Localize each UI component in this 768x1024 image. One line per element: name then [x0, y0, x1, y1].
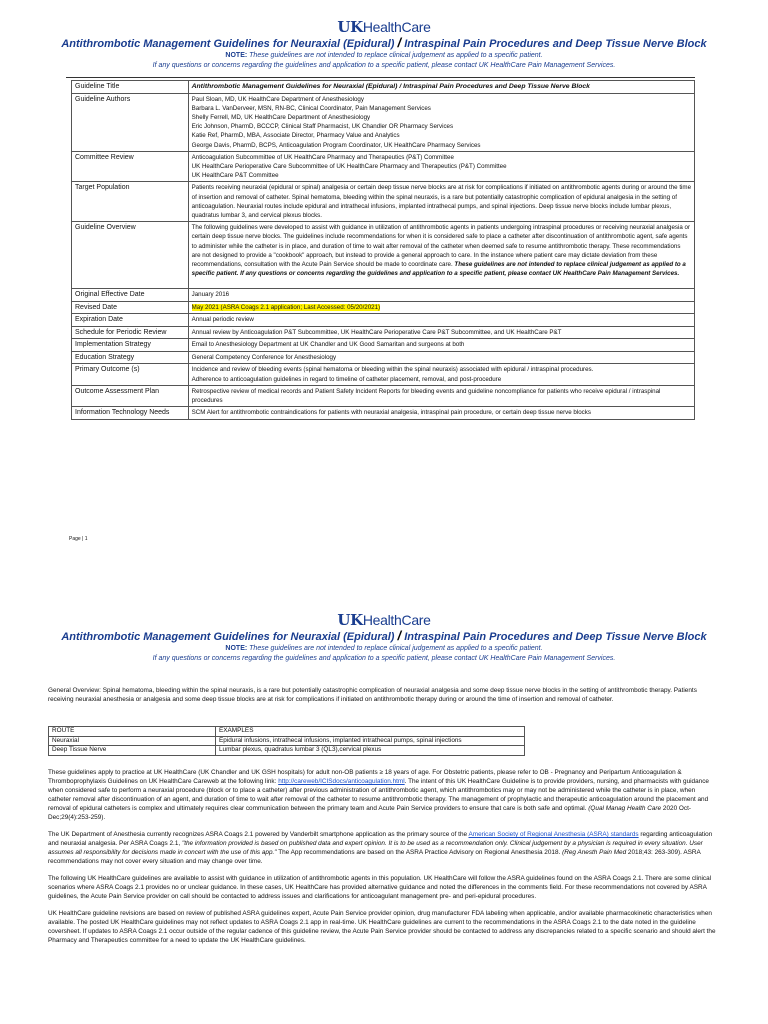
ukhealthcare-logo: UKHealthCare [337, 611, 431, 629]
guidance-paragraph: The following UK HealthCare guidelines are available to assist with guidance in utilization of antithrombotic agents in this population. UK HealthCare will follow the ASRA guidelines found on the ASRA Coags 2.1. There are some clinical scenarios where ASRA Coags 2.1 provides no or unclear guidance. In these cases, UK HealthCare has provided alternative guidance and noted the differences in the comments field. For these recommendations not covered by ASRA guidelines, the Acute Pain Service provider on call should be contacted to address issues and clarifications for anticoagulant management pre- and peri-epidural procedures. [48, 875, 712, 900]
guideline-info-table [71, 80, 695, 420]
row-label: Primary Outcome (s) [72, 364, 189, 385]
row-label: Guideline Authors [72, 93, 189, 151]
table-row [72, 301, 695, 314]
careweb-link[interactable]: http://careweb/ICISdocs/anticoagulation.html [278, 778, 405, 785]
row-value: Annual periodic review [188, 314, 694, 327]
row-label: Guideline Overview [72, 222, 189, 289]
row-label: Guideline Title [72, 81, 189, 94]
page-number: Page | 1 [69, 536, 88, 542]
route-cell: Deep Tissue Nerve [49, 746, 216, 756]
asra-standards-link[interactable]: American Society of Regional Anesthesia (ASRA) standards [468, 831, 639, 838]
table-row [72, 93, 695, 151]
table-row [72, 407, 695, 420]
row-value: Incidence and review of bleeding events (spinal hematoma or bleeding within the spinal neuraxis) associated with epidural / intraspinal procedures. Adherence to anticoagulation guidelines in regard to timeline of catheter placement, removal, and post-procedure [188, 364, 694, 385]
asra-paragraph: The UK Department of Anesthesia currently recognizes ASRA Coags 2.1 powered by Vanderbilt smartphone application as the primary source of the American Society of Regional Anesthesia (ASRA) standards regarding anticoagulation and neuraxial analgesia. Per ASRA Coags 2.1, "the information provided is based on published data and expert opinion. It is to be used as a recommendation only. Clinical judgement by a physician is required in every situation. User assumes all responsibility for decisions made in concert with the use of this app." The App recommendations are based on the ASRA Practice Advisory on Regional Anesthesia 2018. (Reg Anesth Pain Med 2018;43: 263-309). ASRA recommendations may not cover every situation and may change over time. [48, 831, 713, 865]
table-row [72, 81, 695, 94]
author: Barbara L. VanDerveer, MSN, RN-BC, Clinical Coordinator, Pain Management Services [191, 104, 431, 112]
table-row [49, 746, 525, 756]
table-row [49, 736, 525, 746]
authors-list [188, 93, 694, 151]
table-row [72, 289, 695, 302]
scope-paragraph: These guidelines apply to practice at UK HealthCare (UK Chandler and UK GSH hospitals) for adult non-OB patients ≥ 18 years of age. For Obstetric patients, please refer to OB - Pregnancy and Peripartum Anticoagulation & Thromboprophylaxis Guidelines on UK HealthCare Careweb at the following link: http://careweb/ICISdocs/anticoagulation.html. The intent of this UK HealthCare Guideline is to provide providers, nursing, and pharmacists with guidance when considered safe to perform a neuraxial procedure (block or to place a catheter) after previous administration of antithrombotic agent, which antithrombotics may or may not be administered while the catheter is in place, when catheter removal after discontinuation of an agent, and duration of time to wait after removal of the catheter to resume antithrombotic therapy. The management of prophylactic and therapeutic anticoagulation around the placement and removal of epidural catheters is complex and ultimately requires clear communication between the primary team and Acute Pain Service providers to ensure that care is both safe and optimal. (Qual Manag Health Care 2020 Oct-Dec;29(4):253-259). [48, 769, 709, 821]
row-label: Education Strategy [72, 351, 189, 364]
author: George Davis, PharmD, BCPS, Anticoagulation Program Coordinator, UK HealthCare Pharmacy Services [191, 141, 481, 149]
row-value: Patients receiving neuraxial (epidural or spinal) analgesia or certain deep tissue nerve blocks are at risk for complications if initiated on antithrombotic agents during or around the time of insertion and removal of catheter. Spinal hematoma, bleeding within the spinal neuraxis, is a rare but potentially catastrophic complication of epidural analgesia in the setting of anticoagulation. Neuraxial routes include epidural and intrathecal infusions, implanted intrathecal pumps, and spinal injections. Deep tissue nerve blocks include lumbar plexus, quadratus lumbar 3, and cervical plexus blocks. [188, 182, 694, 222]
table-row [72, 351, 695, 364]
contact-note: If any questions or concerns regarding the guidelines and application to a specific patient, please contact UK HealthCare Pain Management Services. [152, 655, 616, 662]
table-row [72, 364, 695, 385]
column-header: EXAMPLES [216, 727, 525, 737]
row-value: The following guidelines were developed to assist with guidance in utilization of antithrombotic agents in patients undergoing intraspinal procedures or receiving neuraxial analgesia or certain deep tissue nerve blocks. The guidelines include recommendations for when it is considered safe to place a catheter after discontinuation of antithrombotic agent, safe agents to administer while the catheter is in place, and duration of time to wait after removal of the catheter when deemed safe to resume antithrombotic therapy. These recommendations are not designed to provide a "cookbook" approach, but instead to provide a general approach to care. In the instance where patient care may dictate deviation from these recommendations, consultation with the Acute Pain Service should be made to coordinate care. These guidelines are not intended to replace clinical judgement as applied to a specific patient. If any questions or concerns regarding the guidelines and application to a specific patient, please contact UK HealthCare Pain Management Services. [188, 222, 694, 289]
committee-list: Anticoagulation Subcommittee of UK HealthCare Pharmacy and Therapeutics (P&T) Committee UK HealthCare Perioperative Care Subcommittee of UK HealthCare Pharmacy and Therapeutics (P&T) Committee UK HealthCare P&T Committee [188, 151, 694, 182]
document-title: Antithrombotic Management Guidelines for Neuraxial (Epidural) / Intraspinal Pain Procedures and Deep Tissue Nerve Block [61, 35, 707, 50]
revision-paragraph: UK HealthCare guideline revisions are based on review of published ASRA guidelines expert, Acute Pain Service provider opinion, drug manufacturer FDA labeling when applicable, and/or available pharmacokinetic characteristics when available. The posted UK HealthCare guidelines may not reflect updates to ASRA Coags 2.1 app in real-time. UK HealthCare guidelines are current to the recommendations in the ASRA Coags 2.1 to the date noted in the guideline coversheet. If updates to ASRA Coags 2.1 occur outside of the regular cadence of this guideline review, the Acute Pain Service provider should be contacted to address any discrepancies related to a specific scenario and should alert the Pharmacy and Therapeutics committee for a need to update the UK HealthCare guidelines. [48, 910, 716, 944]
author: Eric Johnson, PharmD, BCCCP, Clinical Staff Pharmacist, UK Chandler OR Pharmacy Services [191, 123, 454, 131]
table-row [72, 314, 695, 327]
row-value: Annual review by Anticoagulation P&T Subcommittee, UK HealthCare Perioperative Care P&T Subcommittee, and UK HealthCare P&T [188, 326, 694, 339]
column-header: ROUTE [49, 727, 216, 737]
row-value: January 2016 [188, 289, 694, 302]
examples-cell: Lumbar plexus, quadratus lumbar 3 (QL3),cervical plexus [216, 746, 525, 756]
disclaimer-note: NOTE: These guidelines are not intended to replace clinical judgement as applied to a specific patient. [225, 645, 543, 652]
row-value: Retrospective review of medical records and Patient Safety Incident Reports for bleeding events and guideline noncompliance for patients who receive epidural / intraspinal procedures [188, 385, 694, 406]
table-row [72, 222, 695, 289]
disclaimer-note: NOTE: These guidelines are not intended to replace clinical judgement as applied to a specific patient. [225, 52, 543, 59]
table-row [72, 326, 695, 339]
header-divider [66, 77, 695, 78]
ukhealthcare-logo: UKHealthCare [337, 18, 431, 36]
table-row [72, 151, 695, 182]
author: Shelly Ferrell, MD, UK HealthCare Department of Anesthesiology [191, 113, 371, 121]
row-value: SCM Alert for antithrombotic contraindications for patients with neuraxial analgesia, intraspinal pain procedure, or certain deep tissue nerve blocks [188, 407, 694, 420]
general-overview: General Overview: Spinal hematoma, bleeding within the spinal neuraxis, is a rare but potentially catastrophic complication of neuraxial analgesia and some deep tissue nerve blocks in the setting of antithrombotic therapy. Patients receiving neuraxial anesthesia or analgesia and some deep tissue blocks are at risk for complications if initiated on antithrombotic therapy during or around the time of insertion and removal of catheter. [48, 687, 697, 703]
page-2 [0, 580, 768, 1024]
author: Katie Ref, PharmD, MBA, Associate Director, Pharmacy Value and Analytics [191, 132, 400, 140]
row-value: Antithrombotic Management Guidelines for Neuraxial (Epidural) / Intraspinal Pain Procedures and Deep Tissue Nerve Block [188, 81, 694, 94]
table-row [72, 182, 695, 222]
route-table [48, 726, 525, 756]
row-label: Committee Review [72, 151, 189, 182]
row-label: Information Technology Needs [72, 407, 189, 420]
page-gap [0, 560, 768, 580]
table-row [72, 385, 695, 406]
row-label: Schedule for Periodic Review [72, 326, 189, 339]
author: Paul Sloan, MD, UK HealthCare Department of Anesthesiology [191, 95, 364, 103]
contact-note: If any questions or concerns regarding the guidelines and application to a specific patient, please contact UK HealthCare Pain Management Services. [152, 62, 616, 69]
route-cell: Neuraxial [49, 736, 216, 746]
row-label: Target Population [72, 182, 189, 222]
row-label: Expiration Date [72, 314, 189, 327]
table-header-row [49, 727, 525, 737]
row-value [188, 301, 694, 314]
row-label: Outcome Assessment Plan [72, 385, 189, 406]
table-row [72, 339, 695, 352]
row-label: Revised Date [72, 301, 189, 314]
examples-cell: Epidural infusions, intrathecal infusions, implanted intrathecal pumps, spinal injections [216, 736, 525, 746]
revised-highlight: May 2021 (ASRA Coags 2.1 application; Last Accessed: 05/20/2021) [191, 303, 381, 311]
row-label: Original Effective Date [72, 289, 189, 302]
row-value: Email to Anesthesiology Department at UK Chandler and UK Good Samaritan and surgeons at both [188, 339, 694, 352]
row-label: Implementation Strategy [72, 339, 189, 352]
row-value: General Competency Conference for Anesthesiology [188, 351, 694, 364]
document-title: Antithrombotic Management Guidelines for Neuraxial (Epidural) / Intraspinal Pain Procedures and Deep Tissue Nerve Block [61, 628, 707, 643]
guideline-body [48, 768, 720, 953]
